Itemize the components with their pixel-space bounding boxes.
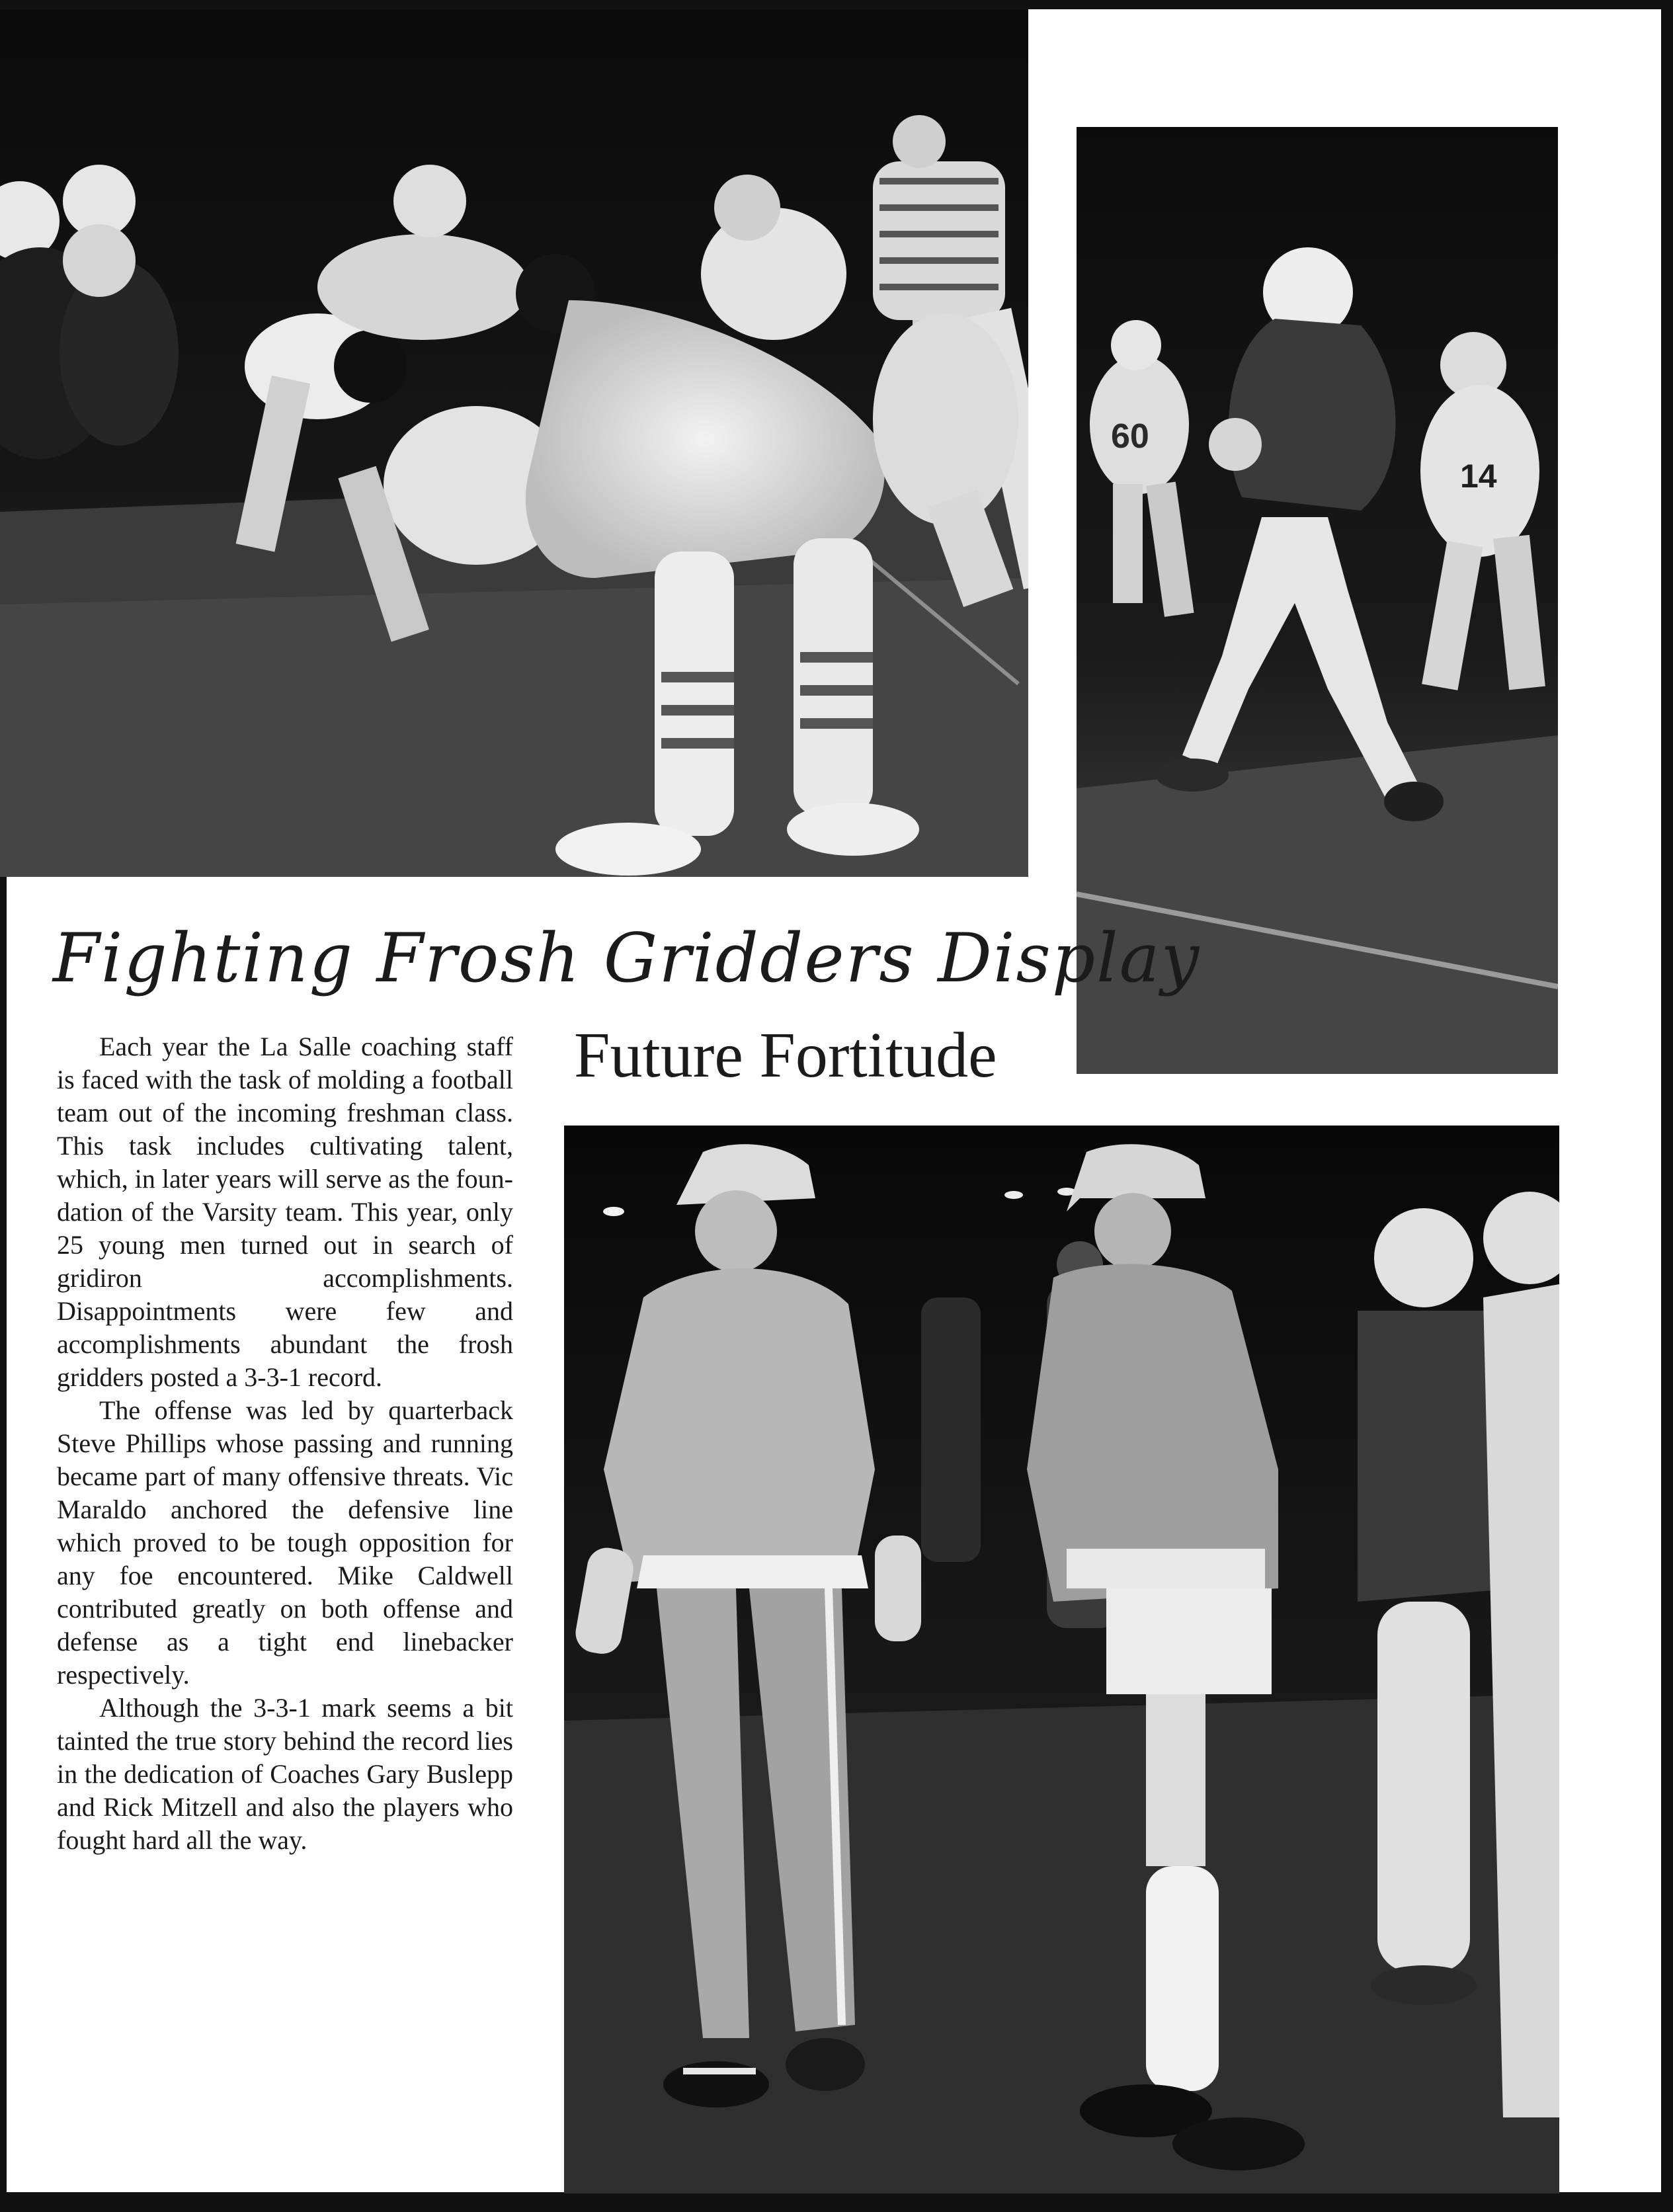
article-paragraph-1: Each year the La Salle coaching staff is faced with the task of molding a football team out of the incoming freshman class. This task includes cultivating talent, which, in later years will serve as the foundation of the Varsity team. This year, only 25 young men turned out in search of gridiron accomplishments. Disappointments were few and accomplishments abundant the frosh gridders posted a 3-3-1 record.	[57, 1032, 513, 1392]
scan-border-top	[0, 0, 1673, 9]
headline-line-2: Future Fortitude	[574, 1020, 997, 1091]
jersey-number-60: 60	[1111, 417, 1149, 456]
article-paragraph-2: The offense was led by quarterback Steve Phillips whose passing and running became part of many offensive threats. Vic Maraldo anchored the defensive line which proved to be tough opposition for any foe encountered. Mike Caldwell contributed greatly on both offense and defense as a tight end linebacker respectively.	[57, 1395, 513, 1690]
photo-coaches-sideline	[564, 1126, 1559, 2193]
article-paragraph-3: Although the 3-3-1 mark seems a bit tainted the true story behind the record lies in the dedication of Coaches Gary Buslepp and Rick Mitzell and also the players who fought hard all the way.	[57, 1693, 513, 1855]
scan-border-bottom	[0, 2192, 1673, 2212]
scan-border-right	[1661, 0, 1673, 2212]
jersey-number-14: 14	[1460, 458, 1497, 495]
photo-line-of-scrimmage	[0, 9, 1028, 877]
article-body	[57, 1030, 513, 1857]
headline-line-1: Fighting Frosh Gridders Display	[53, 919, 1201, 998]
